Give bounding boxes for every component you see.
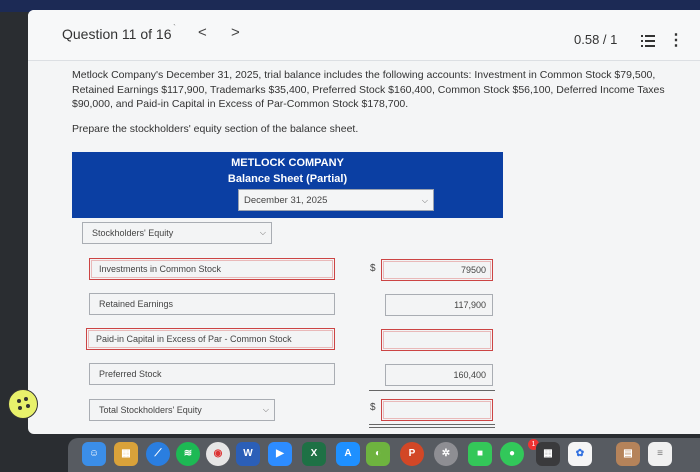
- chevron-down-icon: ⌵: [259, 228, 266, 237]
- dock: [68, 438, 700, 472]
- amount-field-1[interactable]: [381, 259, 493, 281]
- excel-icon[interactable]: X: [302, 442, 326, 466]
- powerpoint-icon[interactable]: P: [400, 442, 424, 466]
- account-field-4[interactable]: [89, 363, 335, 385]
- dollar-sign-total: $: [370, 402, 376, 413]
- total-amount-field[interactable]: [381, 399, 493, 421]
- reminders-icon[interactable]: ≡: [648, 442, 672, 466]
- date-select-value: December 31, 2025: [244, 195, 328, 206]
- section-select-value: Stockholders' Equity: [92, 228, 174, 238]
- safari-icon[interactable]: ⟋: [146, 442, 170, 466]
- section-select[interactable]: [82, 222, 272, 244]
- messages-icon[interactable]: ●: [500, 442, 524, 466]
- accessibility-helper-icon[interactable]: [8, 389, 38, 419]
- date-select[interactable]: [238, 189, 434, 211]
- account-field-2[interactable]: [89, 293, 335, 315]
- amount-field-1-value: 79500: [460, 265, 486, 275]
- subtotal-underline: [369, 390, 495, 391]
- question-page: [28, 10, 700, 434]
- appstore-icon[interactable]: A: [336, 442, 360, 466]
- amount-field-2-value: 117,900: [454, 300, 486, 310]
- total-underline-1: [369, 424, 495, 425]
- notes-icon[interactable]: ▤: [616, 442, 640, 466]
- amount-field-4[interactable]: [385, 364, 493, 386]
- docs-icon[interactable]: ✿: [568, 442, 592, 466]
- nvidia-icon[interactable]: ◐: [366, 442, 390, 466]
- statement-title: Balance Sheet (Partial): [227, 173, 348, 185]
- problem-prompt: Prepare the stockholders' equity section of the balance sheet.: [72, 123, 359, 135]
- question-label: Question 11 of 16: [62, 26, 172, 42]
- chevron-down-icon: ⌵: [262, 405, 269, 414]
- account-field-1[interactable]: [89, 258, 335, 280]
- chevron-down-icon: ⌵: [421, 196, 428, 205]
- calculator-icon[interactable]: ▦: [536, 442, 560, 466]
- dollar-sign-1: $: [370, 263, 376, 274]
- question-list-icon[interactable]: [641, 34, 655, 52]
- total-select[interactable]: [89, 399, 275, 421]
- notification-badge: 1: [528, 439, 539, 450]
- account-field-2-value: Retained Earnings: [99, 299, 174, 309]
- score-display: 0.58 / 1: [574, 32, 618, 47]
- balance-sheet-banner: [72, 152, 503, 218]
- total-underline-2: [369, 427, 495, 428]
- question-mark: `: [173, 23, 176, 33]
- prev-question-button[interactable]: <: [198, 24, 207, 41]
- company-name: METLOCK COMPANY: [231, 157, 344, 169]
- word-icon[interactable]: W: [236, 442, 260, 466]
- finder-icon[interactable]: ☺: [82, 442, 106, 466]
- account-field-1-value: Investments in Common Stock: [99, 264, 222, 274]
- more-options-icon[interactable]: ⋮: [668, 32, 684, 49]
- settings-icon[interactable]: ✲: [434, 442, 458, 466]
- amount-field-2[interactable]: [385, 294, 493, 316]
- account-field-3-value: Paid-in Capital in Excess of Par - Common Stock: [96, 334, 292, 344]
- problem-text: Metlock Company's December 31, 2025, trial balance includes the following accounts: Investment in Common Stock $79,500, Retained Earnings $117,900, Trademarks $35,400, Preferred Stock $160,400, Common Stock $56,100, Deferred Income Taxes $90,000, and Paid-in Capital in Excess of Par-Common Stock $178,700.: [72, 69, 665, 110]
- amount-field-3[interactable]: [381, 329, 493, 351]
- account-field-4-value: Preferred Stock: [99, 369, 162, 379]
- next-question-button[interactable]: >: [231, 24, 240, 41]
- launchpad-icon[interactable]: ▦: [114, 442, 138, 466]
- zoom-icon[interactable]: ▶: [268, 442, 292, 466]
- chrome-icon[interactable]: ◉: [206, 442, 230, 466]
- account-field-3[interactable]: [86, 328, 335, 350]
- total-select-value: Total Stockholders' Equity: [99, 405, 202, 415]
- question-header: [28, 10, 700, 61]
- spotify-icon[interactable]: ≋: [176, 442, 200, 466]
- facetime-icon[interactable]: ■: [468, 442, 492, 466]
- amount-field-4-value: 160,400: [453, 370, 486, 380]
